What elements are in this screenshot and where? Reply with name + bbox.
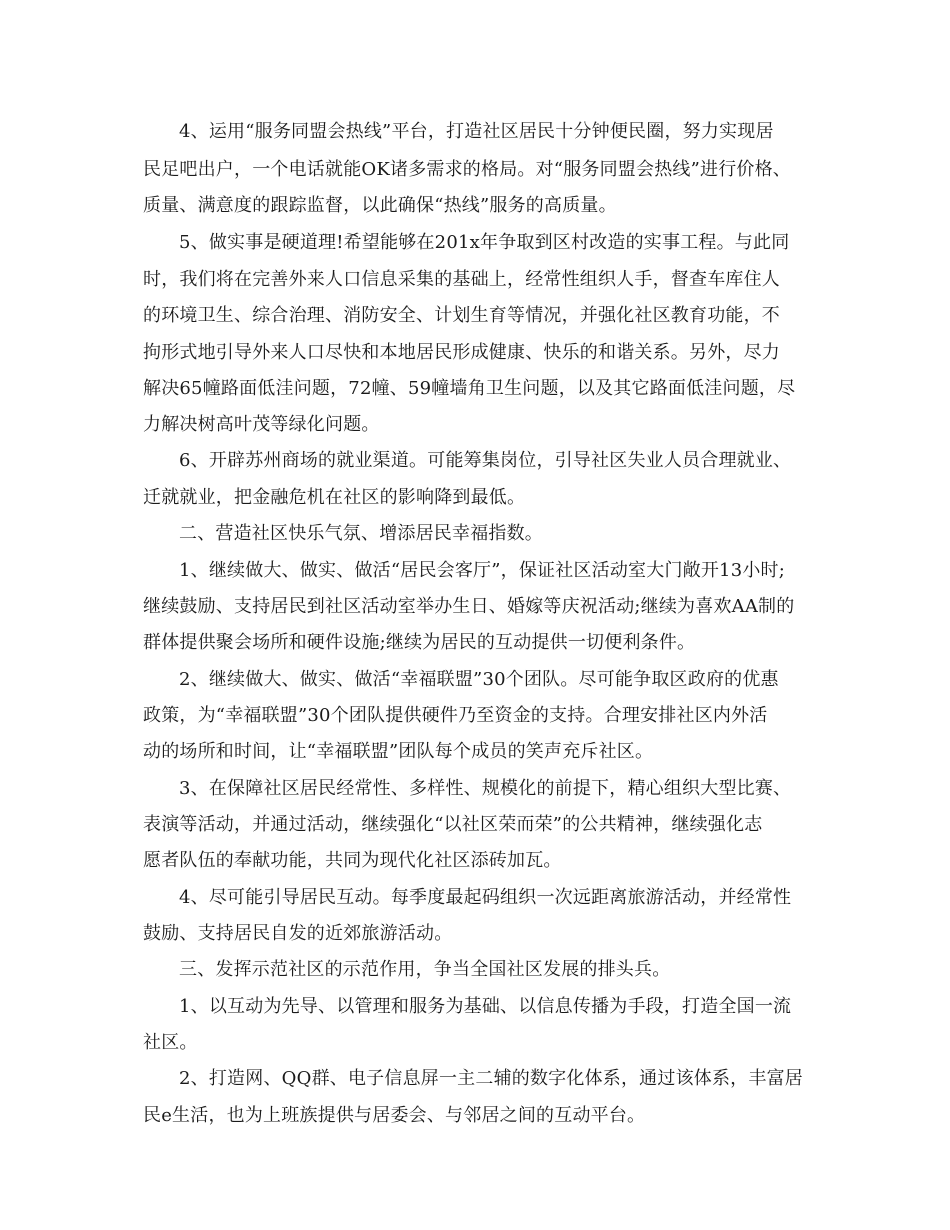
paragraph-line: 1、以互动为先导、以管理和服务为基础、以信息传播为手段，打造全国一流 [179,996,792,1017]
paragraph-line: 质量、满意度的跟踪监督，以此确保“热线”服务的高质量。 [143,195,617,216]
paragraph-line: 的环境卫生、综合治理、消防安全、计划生育等情况，并强化社区教育功能，不 [143,305,780,326]
paragraph-line: 群体提供聚会场所和硬件设施;继续为居民的互动提供一切便利条件。 [143,632,696,653]
paragraph-line: 3、在保障社区居民经常性、多样性、规模化的前提下，精心组织大型比赛、 [179,778,792,799]
paragraph-line: 民足吧出户，一个电话就能OK诸多需求的格局。对“服务同盟会热线”进行价格、 [143,159,792,180]
paragraph-line: 2、打造网、QQ群、电子信息屏一主二辅的数字化体系，通过该体系，丰富居 [179,1068,803,1089]
paragraph-line: 1、继续做大、做实、做活“居民会客厅”，保证社区活动室大门敞开13小时; [179,560,786,581]
paragraph-line: 6、开辟苏州商场的就业渠道。可能筹集岗位，引导社区失业人员合理就业、 [179,450,792,471]
paragraph-line: 鼓励、支持居民自发的近郊旅游活动。 [143,923,453,944]
paragraph-line: 解决65幢路面低洼问题，72幢、59幢墙角卫生问题，以及其它路面低洼问题，尽 [143,378,796,399]
paragraph-line: 4、尽可能引导居民互动。每季度最起码组织一次远距离旅游活动，并经常性 [179,887,792,908]
paragraph-line: 社区。 [143,1032,198,1053]
section-heading: 二、营造社区快乐气氛、增添居民幸福指数。 [179,523,543,544]
paragraph-line: 时，我们将在完善外来人口信息采集的基础上，经常性组织人手，督查车库住人 [143,269,780,290]
paragraph-line: 4、运用“服务同盟会热线”平台，打造社区居民十分钟便民圈，努力实现居 [179,121,774,142]
paragraph-line: 民e生活，也为上班族提供与居委会、与邻居之间的互动平台。 [143,1105,646,1126]
paragraph-line: 拘形式地引导外来人口尽快和本地居民形成健康、快乐的和谐关系。另外，尽力 [143,342,780,363]
section-heading: 三、发挥示范社区的示范作用，争当全国社区发展的排头兵。 [179,959,671,980]
paragraph-line: 动的场所和时间，让“幸福联盟”团队每个成员的笑声充斥社区。 [143,741,654,762]
paragraph-line: 5、做实事是硬道理!希望能够在201x年争取到区村改造的实事工程。与此同 [179,232,790,253]
paragraph-line: 愿者队伍的奉献功能，共同为现代化社区添砖加瓦。 [143,850,562,871]
paragraph-line: 表演等活动，并通过活动，继续强化“以社区荣而荣”的公共精神，继续强化志 [143,814,763,835]
paragraph-line: 力解决树高叶茂等绿化问题。 [143,414,380,435]
paragraph-line: 政策，为“幸福联盟”30个团队提供硬件乃至资金的支持。合理安排社区内外活 [143,705,768,726]
paragraph-line: 继续鼓励、支持居民到社区活动室举办生日、婚嫁等庆祝活动;继续为喜欢AA制的 [143,596,795,617]
paragraph-line: 2、继续做大、做实、做活“幸福联盟”30个团队。尽可能争取区政府的优惠 [179,669,779,690]
paragraph-line: 迁就就业，把金融危机在社区的影响降到最低。 [143,487,526,508]
